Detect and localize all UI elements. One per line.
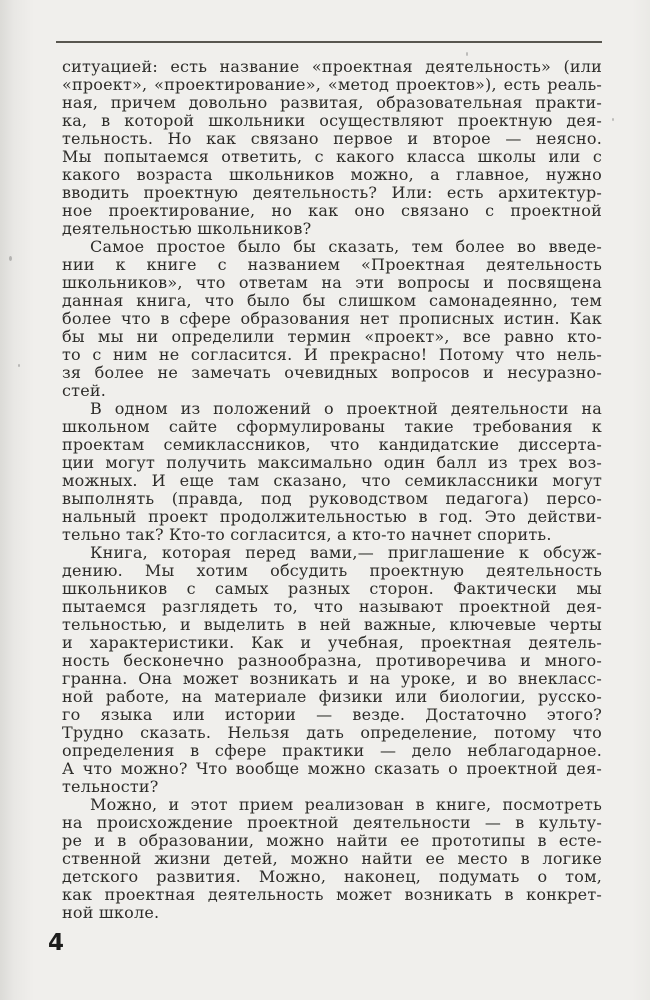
text-line: школьном сайте сформулированы такие требования к <box>62 417 602 436</box>
scan-speck <box>466 52 468 56</box>
text-line: тельно так? Кто-то согласится, а кто-то начнет спорить. <box>62 525 552 544</box>
text-line: то с ним не согласится. И прекрасно! Потому что нель- <box>62 345 602 364</box>
text-line: определения в сфере практики — дело неблагодарное. <box>62 741 602 760</box>
text-line: бы мы ни определили термин «проект», все равно кто- <box>62 327 602 346</box>
text-line: выполнять (правда, под руководством педагога) персо- <box>62 489 602 508</box>
text-line: дению. Мы хотим обсудить проектную деятельность <box>62 561 602 580</box>
text-line: го языка или истории — везде. Достаточно этого? <box>62 705 602 724</box>
text-line: более что в сфере образования нет прописных истин. Как <box>62 309 602 328</box>
page-top-rule <box>56 41 602 43</box>
text-line: нальный проект продолжительностью в год. Это действи- <box>62 507 602 526</box>
text-line: тельность. Но как связано первое и второе — неясно. <box>62 129 602 148</box>
page-number: 4 <box>48 930 65 956</box>
text-line: вводить проектную деятельность? Или: есть архитектур- <box>62 183 602 202</box>
text-line: ции могут получить максимально один балл из трех воз- <box>62 453 602 472</box>
text-line: тельностью, и выделить в ней важные, ключевые черты <box>62 615 602 634</box>
text-line: ситуацией: есть название «проектная деятельность» (или <box>62 57 602 76</box>
text-line: нии к книге с названием «Проектная деятельность <box>62 255 602 274</box>
text-line: ной работе, на материале физики или биологии, русско- <box>62 687 602 706</box>
text-line: данная книга, что было бы слишком самонадеянно, тем <box>62 291 602 310</box>
text-line: стей. <box>62 381 107 400</box>
text-line: и характеристики. Как и учебная, проектная деятель- <box>62 633 602 652</box>
body-text <box>62 58 602 922</box>
text-line: школьников», что ответам на эти вопросы и посвящена <box>62 273 602 292</box>
text-line: можных. И еще там сказано, что семиклассники могут <box>62 471 602 490</box>
scan-speck <box>9 256 12 261</box>
text-line: деятельностью школьников? <box>62 219 312 238</box>
text-line: ная, причем довольно развитая, образовательная практи- <box>62 93 602 112</box>
paragraph <box>62 58 602 238</box>
text-line: ре и в образовании, можно найти ее прототипы в есте- <box>62 831 602 850</box>
text-line: Книга, которая перед вами,— приглашение к обсуж- <box>90 543 602 562</box>
text-line: детского развития. Можно, наконец, подумать о том, <box>62 867 602 886</box>
text-line: пытаемся разглядеть то, что называют проектной дея- <box>62 597 602 616</box>
text-line: какого возраста школьников можно, а главное, нужно <box>62 165 602 184</box>
text-line: В одном из положений о проектной деятельности на <box>90 399 602 418</box>
text-line: ной школе. <box>62 903 160 922</box>
text-line: на происхождение проектной деятельности — в культу- <box>62 813 602 832</box>
text-line: ственной жизни детей, можно найти ее место в логике <box>62 849 602 868</box>
text-line: Мы попытаемся ответить, с какого класса школы или с <box>62 147 602 166</box>
text-line: как проектная деятельность может возникать в конкрет- <box>62 885 602 904</box>
text-line: Трудно сказать. Нельзя дать определение, потому что <box>62 723 602 742</box>
scan-speck <box>18 364 20 367</box>
text-line: зя более не замечать очевидных вопросов и несуразно- <box>62 363 602 382</box>
text-line: проектам семиклассников, что кандидатские диссерта- <box>62 435 602 454</box>
paragraph <box>62 796 602 922</box>
paragraph <box>62 238 602 400</box>
text-line: ка, в которой школьники осуществляют проектную дея- <box>62 111 602 130</box>
text-line: «проект», «проектирование», «метод проектов»), есть реаль- <box>62 75 602 94</box>
text-line: А что можно? Что вообще можно сказать о проектной дея- <box>62 759 602 778</box>
text-line: гранна. Она может возникать и на уроке, и во внекласс- <box>62 669 602 688</box>
text-line: ное проектирование, но как оно связано с проектной <box>62 201 602 220</box>
paragraph <box>62 400 602 544</box>
paragraph <box>62 544 602 796</box>
text-line: школьников с самых разных сторон. Фактически мы <box>62 579 602 598</box>
text-line: ность бесконечно разнообразна, противоречива и много- <box>62 651 602 670</box>
text-line: Самое простое было бы сказать, тем более во введе- <box>90 237 602 256</box>
text-line: тельности? <box>62 777 159 796</box>
scan-speck <box>612 118 614 121</box>
text-line: Можно, и этот прием реализован в книге, посмотреть <box>90 795 602 814</box>
